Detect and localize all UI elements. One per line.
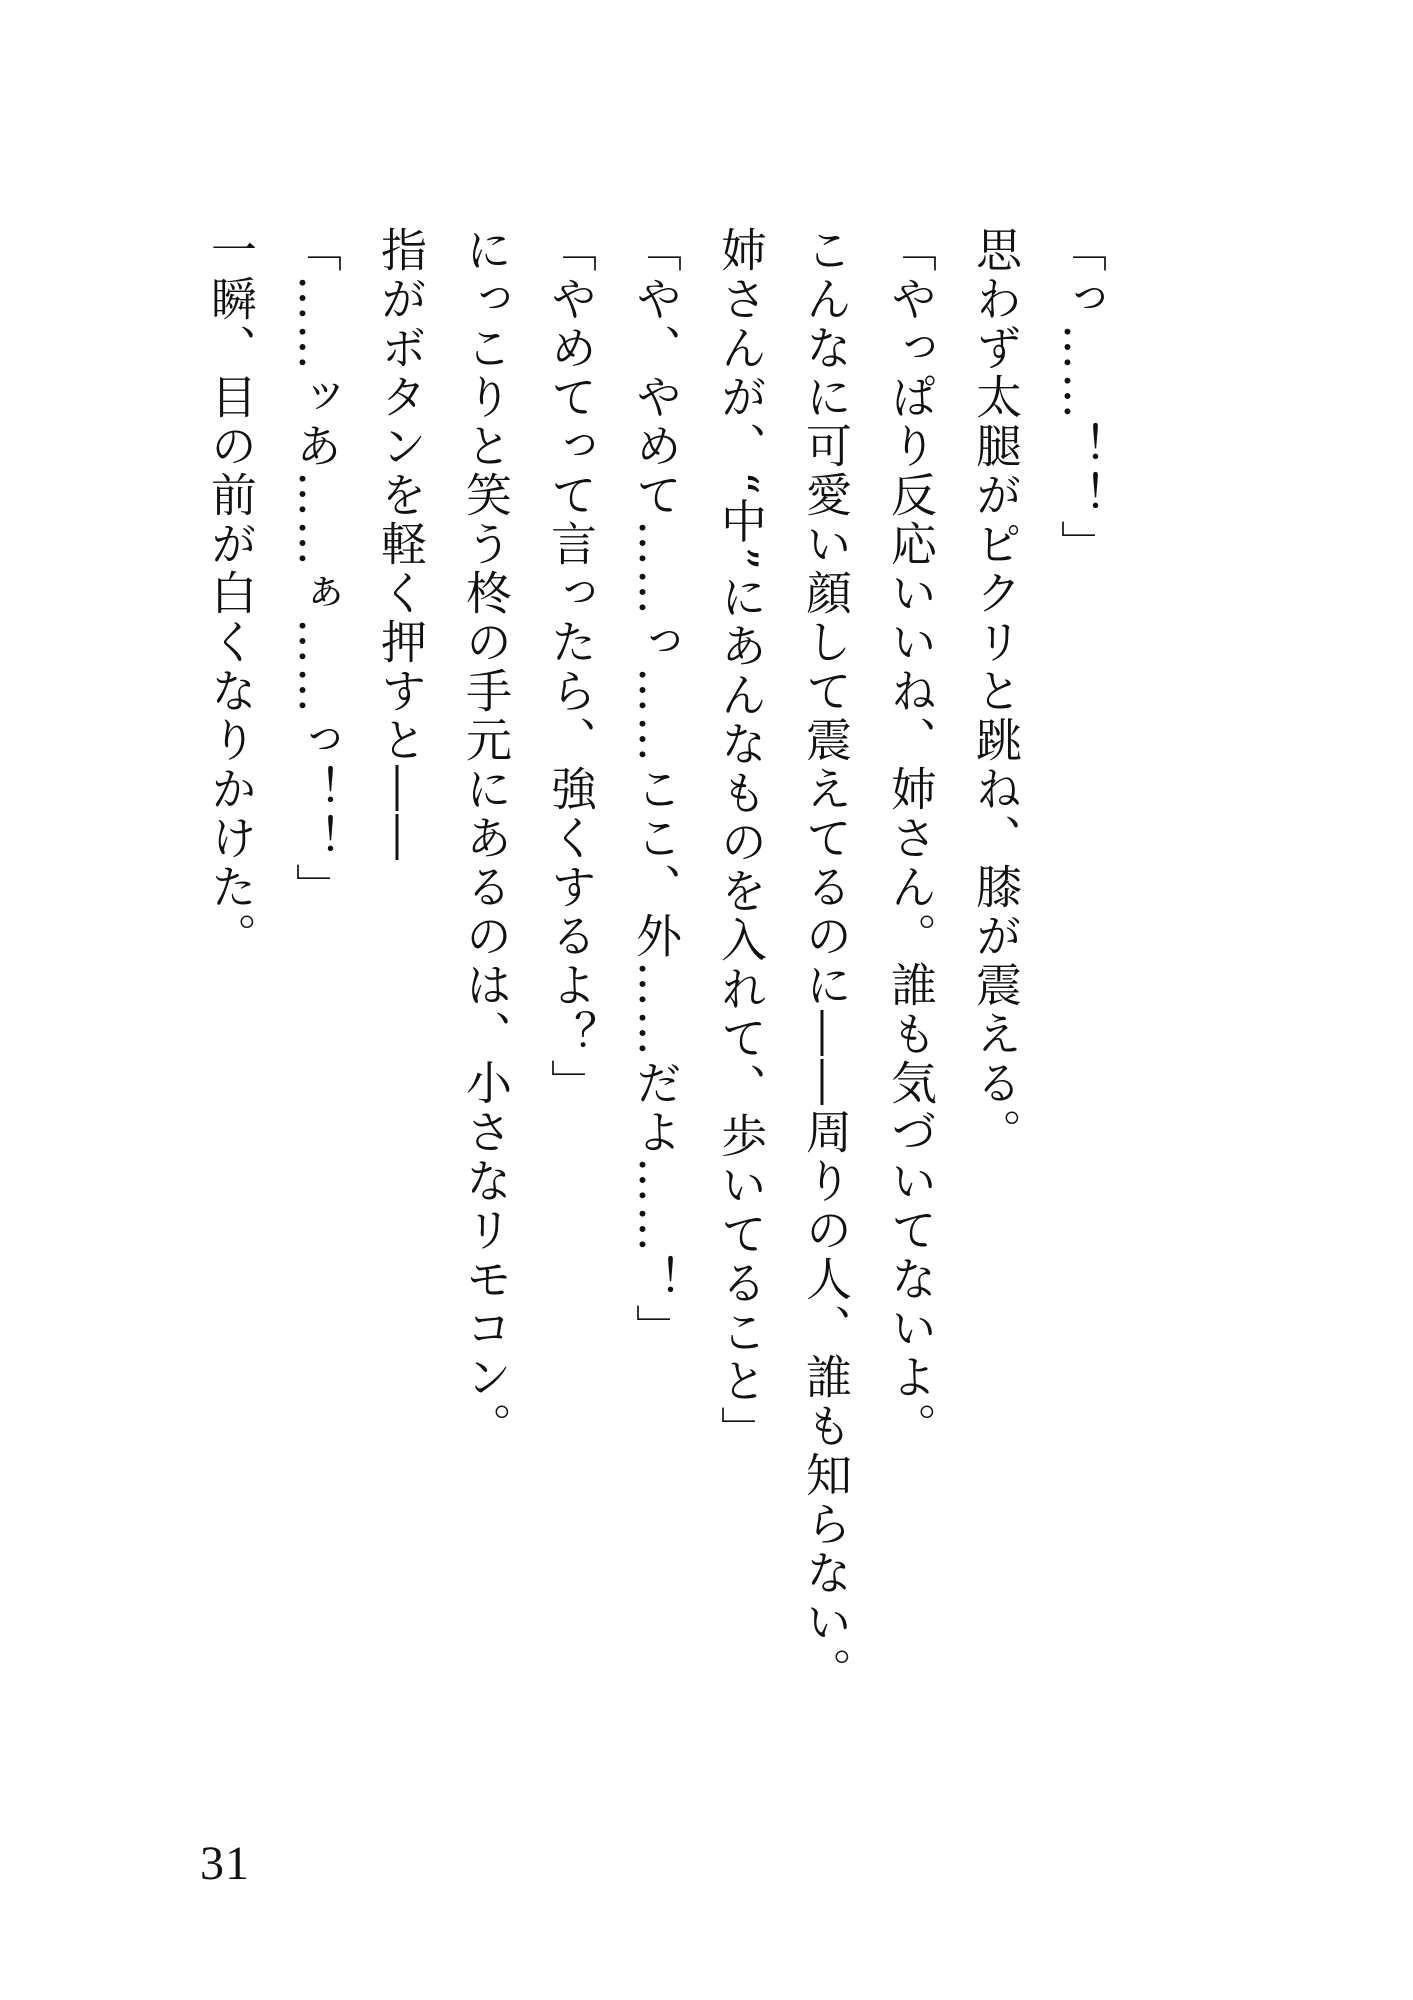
text-line: こんなに可愛い顔して震えてるのに――周りの人、誰も知らない。 — [799, 226, 853, 1696]
text-line: 「……ッあ……ぁ……っ！！」 — [289, 226, 343, 912]
text-line: 思わず太腿がピクリと跳ね、膝が震える。 — [969, 226, 1023, 1157]
text-line: にっこりと笑う柊の手元にあるのは、小さなリモコン。 — [459, 226, 513, 1451]
vertical-text-body — [188, 226, 1123, 1696]
text-line: 一瞬、目の前が白くなりかけた。 — [204, 226, 258, 961]
text-line: 「や、やめて……っ……ここ、外……だよ……！」 — [629, 226, 683, 1353]
text-line: 「っ……！！」 — [1054, 226, 1108, 569]
text-line: 「やめてって言ったら、強くするよ？」 — [544, 226, 598, 1108]
text-line: 姉さんが、“中”にあんなものを入れて、歩いてること」 — [714, 226, 768, 1456]
text-line: 指がボタンを軽く押すと―― — [374, 226, 428, 863]
text-line: 「やっぱり反応いいね、姉さん。誰も気づいてないよ。 — [884, 226, 938, 1451]
page-number: 31 — [200, 1837, 250, 1890]
